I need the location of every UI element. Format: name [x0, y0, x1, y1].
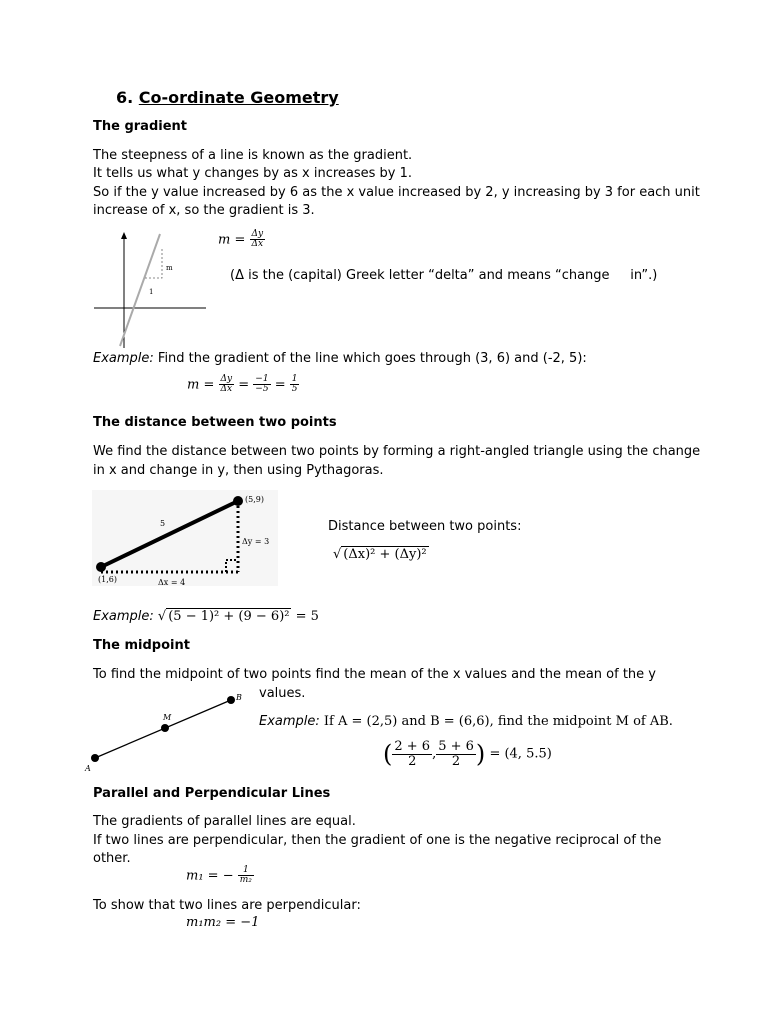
distance-caption: Distance between two points: — [328, 519, 522, 534]
gradient-heading: The gradient — [93, 119, 188, 134]
distance-diagram — [90, 488, 280, 588]
midpoint-example: Example: If A = (2,5) and B = (6,6), find the midpoint M of AB. — [259, 714, 673, 729]
perpendicular-formula: m₁m₂ = −1 — [186, 915, 260, 930]
y-axis-arrow — [121, 232, 127, 239]
reciprocal-formula: m₁ = − $\frac{1}{\text{m₂}}$ — [186, 865, 252, 886]
gradient-formula: m = $\frac{\Delta y}{\Delta x}$ — [218, 229, 264, 250]
delta-note: (Δ is the (capital) Greek letter “delta” and means “change in”.) — [230, 268, 658, 283]
midpoint-line-1: To find the midpoint of two points find the mean of the x values and the mean of the y — [93, 667, 656, 682]
section-number: 6. — [116, 88, 134, 107]
gradient-line-3: So if the y value increased by 6 as the x value increased by 2, y increasing by 3 for each unit — [93, 185, 700, 200]
label-dy: Δy = 3 — [242, 537, 270, 546]
label-1: 1 — [149, 288, 154, 296]
gradient-line-2: It tells us what y changes by as x increases by 1. — [93, 166, 413, 181]
parallel-line-1: The gradients of parallel lines are equal. — [93, 814, 356, 829]
label-p1: (1,6) — [98, 575, 117, 584]
gradient-diagram — [90, 228, 210, 350]
distance-formula: √ (Δx)² + (Δy)² — [333, 547, 427, 562]
label-dx: Δx = 4 — [158, 578, 186, 587]
label-a: A — [85, 764, 91, 773]
section-title-text: Co-ordinate Geometry — [138, 88, 339, 107]
perpendicular-text: To show that two lines are perpendicular: — [93, 898, 361, 913]
distance-line-2: in x and change in y, then using Pythagoras. — [93, 463, 384, 478]
midpoint-formula: ( $\frac{2 + 6}{2}$ , $\frac{5 + 6}{2}$ ) = (4, 5.5) — [383, 739, 552, 769]
label-b: B — [236, 693, 242, 702]
label-m: M — [163, 713, 172, 722]
section-title — [116, 88, 339, 107]
midpoint-line-2: values. — [259, 686, 306, 701]
distance-line-1: We find the distance between two points by forming a right-angled triangle using the change — [93, 444, 701, 459]
point-m — [161, 724, 169, 732]
gradient-example: Example: Find the gradient of the line which goes through (3, 6) and (-2, 5): — [93, 351, 587, 366]
gradient-line-1: The steepness of a line is known as the gradient. — [93, 148, 413, 163]
point-2 — [233, 496, 243, 506]
distance-heading: The distance between two points — [93, 415, 337, 430]
label-m: m — [166, 264, 173, 272]
parallel-heading: Parallel and Perpendicular Lines — [93, 786, 331, 801]
distance-example: Example: √ (5 − 1)² + (9 − 6)² = 5 — [93, 609, 319, 624]
gradient-line — [120, 234, 160, 346]
label-p2: (5,9) — [245, 495, 264, 504]
point-b — [227, 696, 235, 704]
point-1 — [96, 562, 106, 572]
parallel-line-2: If two lines are perpendicular, then the gradient of one is the negative reciprocal of the — [93, 833, 662, 848]
gradient-example-formula: m = $\frac{\Delta y}{\Delta x}$ = $\frac{-1}{-5}$ = $\frac{1}{5}$ — [187, 374, 298, 395]
label-hyp: 5 — [160, 519, 166, 528]
midpoint-heading: The midpoint — [93, 638, 190, 653]
point-a — [91, 754, 99, 762]
midpoint-diagram — [82, 688, 252, 776]
parallel-line-3: other. — [93, 851, 131, 866]
gradient-line-4: increase of x, so the gradient is 3. — [93, 203, 315, 218]
